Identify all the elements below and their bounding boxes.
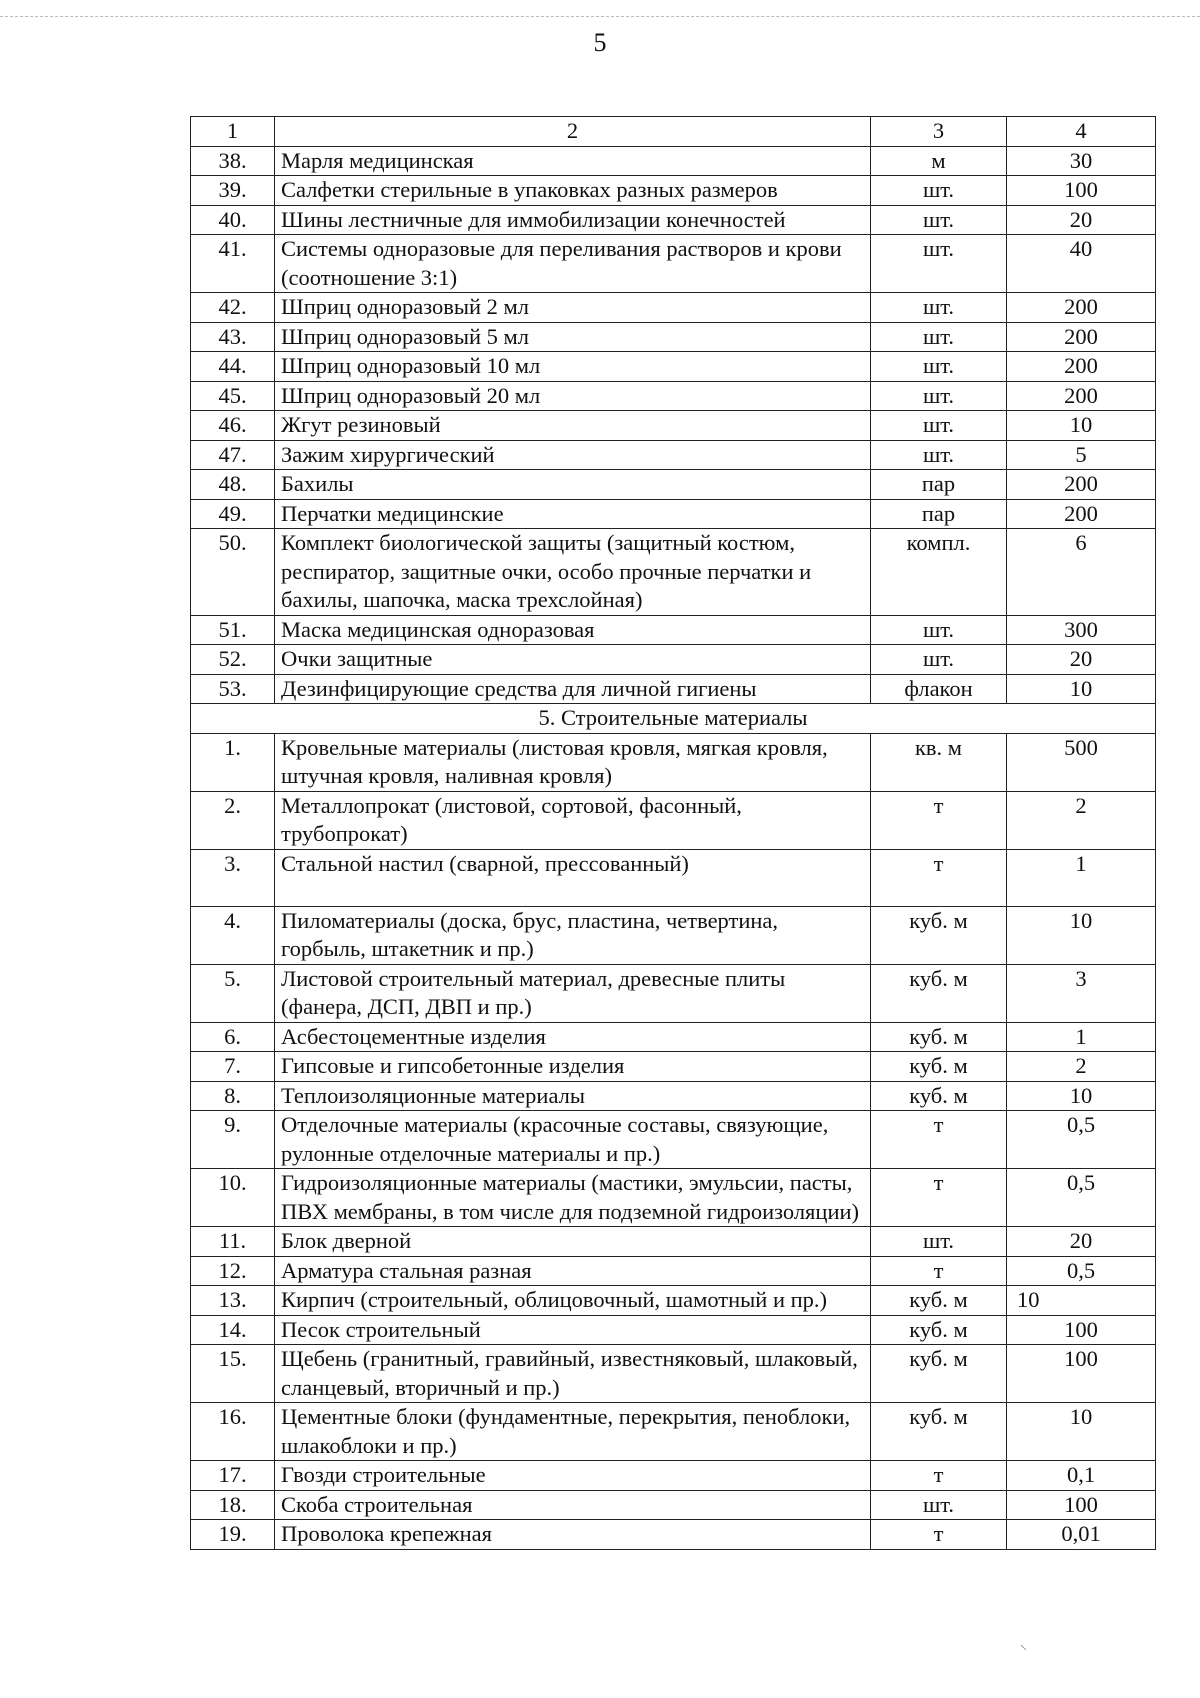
item-unit: куб. м — [871, 1403, 1007, 1461]
table-row — [191, 1052, 1156, 1082]
table-row — [191, 205, 1156, 235]
item-unit: пар — [871, 499, 1007, 529]
header-col-2: 2 — [275, 117, 871, 147]
item-quantity: 2 — [1007, 1052, 1156, 1082]
row-number: 4. — [191, 906, 275, 964]
table-header-row — [191, 117, 1156, 147]
row-number: 2. — [191, 791, 275, 849]
table-row — [191, 733, 1156, 791]
item-quantity: 6 — [1007, 529, 1156, 616]
scan-edge-line — [0, 16, 1200, 19]
item-unit: шт. — [871, 1227, 1007, 1257]
item-name: Стальной настил (сварной, прессованный) — [275, 849, 871, 906]
table-row — [191, 352, 1156, 382]
item-name: Листовой строительный материал, древесные плиты (фанера, ДСП, ДВП и пр.) — [275, 964, 871, 1022]
inventory-table — [190, 116, 1156, 1550]
item-unit: шт. — [871, 440, 1007, 470]
item-unit: т — [871, 1520, 1007, 1550]
item-quantity: 0,01 — [1007, 1520, 1156, 1550]
item-quantity: 100 — [1007, 176, 1156, 206]
item-quantity: 200 — [1007, 470, 1156, 500]
item-unit: шт. — [871, 645, 1007, 675]
item-name: Гипсовые и гипсобетонные изделия — [275, 1052, 871, 1082]
table-row — [191, 645, 1156, 675]
item-quantity: 500 — [1007, 733, 1156, 791]
item-name: Шприц одноразовый 5 мл — [275, 322, 871, 352]
row-number: 48. — [191, 470, 275, 500]
row-number: 46. — [191, 411, 275, 441]
table-row — [191, 615, 1156, 645]
table-row — [191, 470, 1156, 500]
table-row — [191, 176, 1156, 206]
table-row — [191, 1345, 1156, 1403]
row-number: 43. — [191, 322, 275, 352]
table-row — [191, 235, 1156, 293]
table-row — [191, 1081, 1156, 1111]
item-quantity: 0,5 — [1007, 1111, 1156, 1169]
item-unit: компл. — [871, 529, 1007, 616]
row-number: 14. — [191, 1315, 275, 1345]
row-number: 45. — [191, 381, 275, 411]
item-name: Системы одноразовые для переливания растворов и крови (соотношение 3:1) — [275, 235, 871, 293]
item-unit: пар — [871, 470, 1007, 500]
item-unit: куб. м — [871, 1315, 1007, 1345]
item-unit: шт. — [871, 352, 1007, 382]
item-quantity: 200 — [1007, 499, 1156, 529]
table-row — [191, 440, 1156, 470]
table-row — [191, 964, 1156, 1022]
item-unit: т — [871, 1111, 1007, 1169]
table-row — [191, 529, 1156, 616]
item-unit: флакон — [871, 674, 1007, 704]
item-name: Скоба строительная — [275, 1490, 871, 1520]
row-number: 52. — [191, 645, 275, 675]
item-unit: шт. — [871, 1490, 1007, 1520]
item-unit: т — [871, 1461, 1007, 1491]
item-quantity: 0,5 — [1007, 1169, 1156, 1227]
table-row — [191, 1169, 1156, 1227]
item-unit: шт. — [871, 205, 1007, 235]
item-quantity: 10 — [1007, 674, 1156, 704]
row-number: 8. — [191, 1081, 275, 1111]
section-title: 5. Строительные материалы — [191, 704, 1156, 734]
table-row — [191, 322, 1156, 352]
row-number: 50. — [191, 529, 275, 616]
table-row — [191, 1520, 1156, 1550]
item-unit: куб. м — [871, 1022, 1007, 1052]
row-number: 17. — [191, 1461, 275, 1491]
item-unit: шт. — [871, 615, 1007, 645]
item-quantity: 0,1 — [1007, 1461, 1156, 1491]
item-name: Асбестоцементные изделия — [275, 1022, 871, 1052]
item-unit: т — [871, 791, 1007, 849]
item-name: Очки защитные — [275, 645, 871, 675]
row-number: 41. — [191, 235, 275, 293]
item-name: Бахилы — [275, 470, 871, 500]
header-col-1: 1 — [191, 117, 275, 147]
item-quantity: 30 — [1007, 146, 1156, 176]
item-name: Салфетки стерильные в упаковках разных размеров — [275, 176, 871, 206]
table-row — [191, 1315, 1156, 1345]
item-unit: т — [871, 1256, 1007, 1286]
item-unit: шт. — [871, 176, 1007, 206]
item-name: Марля медицинская — [275, 146, 871, 176]
item-quantity: 1 — [1007, 1022, 1156, 1052]
row-number: 44. — [191, 352, 275, 382]
item-name: Пиломатериалы (доска, брус, пластина, четвертина, горбыль, штакетник и пр.) — [275, 906, 871, 964]
item-quantity: 200 — [1007, 381, 1156, 411]
table-row — [191, 849, 1156, 906]
item-quantity: 1 — [1007, 849, 1156, 906]
table-row — [191, 146, 1156, 176]
item-quantity: 10 — [1007, 906, 1156, 964]
row-number: 13. — [191, 1286, 275, 1316]
item-quantity: 10 — [1007, 1081, 1156, 1111]
item-name: Дезинфицирующие средства для личной гигиены — [275, 674, 871, 704]
row-number: 39. — [191, 176, 275, 206]
item-unit: куб. м — [871, 1345, 1007, 1403]
item-quantity: 200 — [1007, 352, 1156, 382]
row-number: 7. — [191, 1052, 275, 1082]
page-number: 5 — [593, 28, 607, 57]
table-row — [191, 293, 1156, 323]
row-number: 6. — [191, 1022, 275, 1052]
item-quantity: 5 — [1007, 440, 1156, 470]
row-number: 9. — [191, 1111, 275, 1169]
item-unit: куб. м — [871, 1286, 1007, 1316]
item-quantity: 0,5 — [1007, 1256, 1156, 1286]
table-row — [191, 1111, 1156, 1169]
item-unit: кв. м — [871, 733, 1007, 791]
table-row — [191, 674, 1156, 704]
item-name: Кровельные материалы (листовая кровля, мягкая кровля, штучная кровля, наливная кровля) — [275, 733, 871, 791]
item-name: Проволока крепежная — [275, 1520, 871, 1550]
item-unit: куб. м — [871, 1052, 1007, 1082]
row-number: 18. — [191, 1490, 275, 1520]
item-name: Шприц одноразовый 20 мл — [275, 381, 871, 411]
item-quantity: 3 — [1007, 964, 1156, 1022]
table-row — [191, 1022, 1156, 1052]
table-row — [191, 1403, 1156, 1461]
item-unit: шт. — [871, 235, 1007, 293]
item-name: Отделочные материалы (красочные составы, связующие, рулонные отделочные материалы и пр.) — [275, 1111, 871, 1169]
table-row — [191, 1286, 1156, 1316]
section-header-row — [191, 704, 1156, 734]
item-unit: шт. — [871, 322, 1007, 352]
table-row — [191, 1256, 1156, 1286]
item-name: Цементные блоки (фундаментные, перекрытия, пеноблоки, шлакоблоки и пр.) — [275, 1403, 871, 1461]
item-unit: м — [871, 146, 1007, 176]
table-row — [191, 411, 1156, 441]
item-name: Кирпич (строительный, облицовочный, шамотный и пр.) — [275, 1286, 871, 1316]
item-name: Маска медицинская одноразовая — [275, 615, 871, 645]
row-number: 11. — [191, 1227, 275, 1257]
item-name: Теплоизоляционные материалы — [275, 1081, 871, 1111]
header-col-3: 3 — [871, 117, 1007, 147]
row-number: 12. — [191, 1256, 275, 1286]
item-unit: куб. м — [871, 1081, 1007, 1111]
item-quantity: 100 — [1007, 1315, 1156, 1345]
item-unit: шт. — [871, 293, 1007, 323]
item-name: Металлопрокат (листовой, сортовой, фасонный, трубопрокат) — [275, 791, 871, 849]
item-name: Шприц одноразовый 2 мл — [275, 293, 871, 323]
item-name: Комплект биологической защиты (защитный костюм, респиратор, защитные очки, особо прочные перчатки и бахилы, шапочка, маска трехслойная) — [275, 529, 871, 616]
row-number: 16. — [191, 1403, 275, 1461]
item-name: Гидроизоляционные материалы (мастики, эмульсии, пасты, ПВХ мембраны, в том числе для подземной гидроизоляции) — [275, 1169, 871, 1227]
item-quantity: 200 — [1007, 293, 1156, 323]
row-number: 51. — [191, 615, 275, 645]
item-unit: шт. — [871, 381, 1007, 411]
item-quantity: 10 — [1007, 411, 1156, 441]
item-quantity: 20 — [1007, 1227, 1156, 1257]
item-name: Гвозди строительные — [275, 1461, 871, 1491]
item-unit: куб. м — [871, 964, 1007, 1022]
item-name: Жгут резиновый — [275, 411, 871, 441]
item-unit: куб. м — [871, 906, 1007, 964]
item-quantity: 10 — [1007, 1286, 1156, 1316]
row-number: 40. — [191, 205, 275, 235]
row-number: 10. — [191, 1169, 275, 1227]
table-row — [191, 1227, 1156, 1257]
item-unit: т — [871, 849, 1007, 906]
table-row — [191, 906, 1156, 964]
item-name: Перчатки медицинские — [275, 499, 871, 529]
row-number: 5. — [191, 964, 275, 1022]
item-quantity: 20 — [1007, 645, 1156, 675]
table-row — [191, 1490, 1156, 1520]
row-number: 53. — [191, 674, 275, 704]
row-number: 47. — [191, 440, 275, 470]
row-number: 1. — [191, 733, 275, 791]
item-quantity: 40 — [1007, 235, 1156, 293]
row-number: 38. — [191, 146, 275, 176]
item-quantity: 100 — [1007, 1345, 1156, 1403]
item-quantity: 10 — [1007, 1403, 1156, 1461]
row-number: 3. — [191, 849, 275, 906]
item-quantity: 20 — [1007, 205, 1156, 235]
row-number: 19. — [191, 1520, 275, 1550]
item-name: Арматура стальная разная — [275, 1256, 871, 1286]
item-name: Щебень (гранитный, гравийный, известняковый, шлаковый, сланцевый, вторичный и пр.) — [275, 1345, 871, 1403]
item-name: Песок строительный — [275, 1315, 871, 1345]
item-unit: т — [871, 1169, 1007, 1227]
item-name: Шприц одноразовый 10 мл — [275, 352, 871, 382]
item-quantity: 2 — [1007, 791, 1156, 849]
table-row — [191, 791, 1156, 849]
header-col-4: 4 — [1007, 117, 1156, 147]
table-row — [191, 381, 1156, 411]
item-quantity: 100 — [1007, 1490, 1156, 1520]
table-row — [191, 1461, 1156, 1491]
item-name: Зажим хирургический — [275, 440, 871, 470]
item-unit: шт. — [871, 411, 1007, 441]
row-number: 49. — [191, 499, 275, 529]
row-number: 15. — [191, 1345, 275, 1403]
row-number: 42. — [191, 293, 275, 323]
table-row — [191, 499, 1156, 529]
scan-mark: ⸜ — [1020, 1638, 1027, 1653]
item-name: Блок дверной — [275, 1227, 871, 1257]
item-quantity: 200 — [1007, 322, 1156, 352]
item-quantity: 300 — [1007, 615, 1156, 645]
item-name: Шины лестничные для иммобилизации конечностей — [275, 205, 871, 235]
